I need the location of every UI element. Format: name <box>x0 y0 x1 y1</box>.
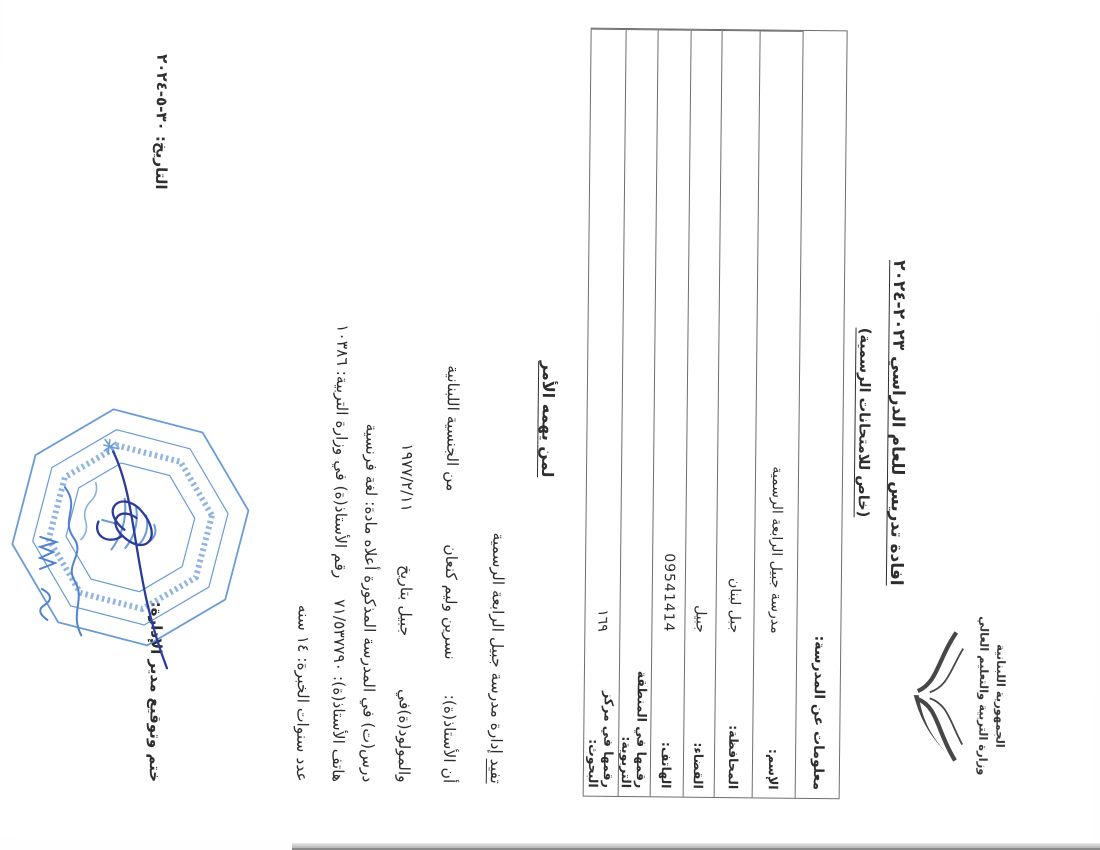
school-info-heading: معلومات عن المدرسة: <box>795 31 847 798</box>
body-line-teacher-name <box>440 365 462 783</box>
teacher-phone-label: هاتف الأستاذ(ة): <box>328 675 348 783</box>
district-value: جبيل <box>692 605 709 633</box>
body-line-birth <box>395 443 417 783</box>
body-line-phone-number <box>329 324 352 782</box>
salutation-text: لمن يهمه الأمر <box>537 360 559 478</box>
row-value-cell <box>620 29 657 642</box>
school-info-table <box>583 28 848 800</box>
stamp-signature-label: ختم وتوقيع مدير الإدارة: <box>145 601 166 783</box>
row-label: رقمها في المنطقة التربوية: <box>619 670 651 789</box>
birth-date: ١٩٧٧/٢/١١ <box>397 443 417 513</box>
teacher-phone-value: ٧١/٥٣٧٧٩٠ <box>329 599 349 672</box>
salutation-line <box>534 0 562 844</box>
row-label: المحافظة: <box>725 725 742 790</box>
school-administration-text: إدارة مدرسة جبيل الرابعة الرسمية <box>487 532 508 754</box>
director-signature <box>11 417 218 687</box>
row-label: الهاتف: <box>659 741 675 789</box>
row-value-cell <box>652 29 690 642</box>
ministry-number-value: ١٠٣٨٦ <box>333 324 352 366</box>
governorate-value: جبل لبنان <box>726 577 744 634</box>
school-phone-value: 09541414 <box>660 553 678 633</box>
body-line-subject: درس(ت) في المدرسة المذكورة أعلاه مادة: لغة فرنسية <box>358 423 381 783</box>
body-line-experience: عدد سنوات الخبرة: ١٤ سنه <box>292 604 313 782</box>
school-name-value: مدرسة جبيل الرابعة الرسمية <box>767 466 786 634</box>
birth-place: جبيل بتاريخ <box>396 564 416 637</box>
teacher-label: أن الأستاذ(ة): <box>439 694 459 784</box>
certificate-subtitle-text: (خاص للامتحانات الرسمية) <box>854 327 873 518</box>
body-line-certifies <box>487 532 508 783</box>
table-row-name <box>752 30 803 797</box>
row-label: الإسم: <box>766 748 782 790</box>
handwritten-name <box>39 487 83 635</box>
date-label: التاريخ: <box>151 135 171 190</box>
date-line <box>152 54 171 190</box>
ministry-name: وزارة التربية والتعليم العالي <box>976 616 992 776</box>
teacher-name: نسرين وليم كنعان <box>441 544 461 660</box>
certificate-title-text: افادة تدريس للعام الدراسي ٢٠٢٣-٢٠٢٤ <box>885 259 910 586</box>
row-label: رقمها في مركز البحوث: <box>585 690 617 788</box>
row-value-cell <box>754 30 802 643</box>
born-label: والمولود(ة)في <box>394 688 414 783</box>
ministry-number-label: رقم الأستاذ(ة) في وزارة التربية: <box>330 370 352 579</box>
research-center-number-value: ١٦٩ <box>594 609 611 632</box>
republic-name: الجمهورية اللبنانية <box>993 644 1009 748</box>
certifies-word: تفيد <box>486 758 506 784</box>
nationality-text: من الجنسية اللبنانية <box>442 365 463 492</box>
date-value: ٣٠-٥-٢٠٢٤ <box>152 54 172 131</box>
row-value-cell <box>585 29 625 642</box>
ministry-letterhead <box>888 600 1009 791</box>
table-row-governorate <box>714 30 760 797</box>
row-label: القضاء: <box>691 742 707 789</box>
row-value-cell <box>685 30 721 643</box>
certificate-subtitle <box>851 0 876 848</box>
row-value-cell <box>716 30 759 643</box>
